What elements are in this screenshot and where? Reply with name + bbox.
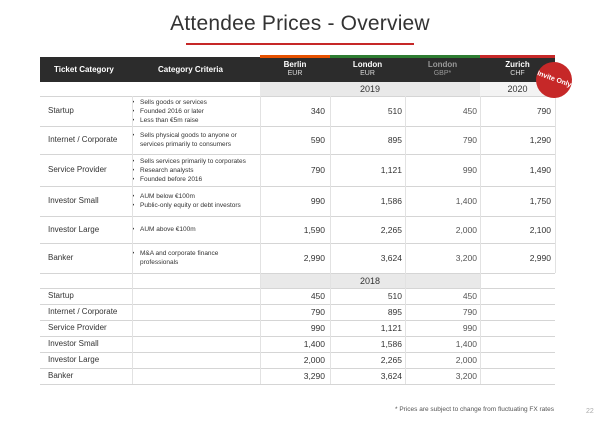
price-cell: 790 [536,106,551,116]
price-cell: 895 [387,135,402,145]
row-divider [40,186,555,187]
price-cell: 790 [462,135,477,145]
city-name: Zurich [505,60,530,69]
criteria-bullet: • M&A and corporate finance professionals [132,249,252,267]
price-cell: 3,200 [455,371,477,381]
price-cell: 450 [462,291,477,301]
column-divider [132,96,133,384]
header-ticket-category: Ticket Category [54,65,114,74]
column-divider [480,96,481,384]
year-label-2020: 2020 [480,82,555,96]
header-city [330,57,405,82]
price-cell: 510 [387,106,402,116]
header-city [405,57,480,82]
price-cell: 510 [387,291,402,301]
row-divider [40,126,555,127]
criteria-bullet: • Less than €5m raise [132,116,252,125]
criteria-bullet: • Public-only equity or debt investors [132,201,252,210]
price-cell: 450 [462,106,477,116]
city-color-bar [480,55,555,58]
price-cell: 3,200 [455,253,477,263]
city-currency: GBP* [433,70,452,77]
price-cell: 1,400 [455,339,477,349]
price-cell: 340 [310,106,325,116]
table-header [40,57,555,82]
price-cell: 2,265 [380,355,402,365]
criteria-bullet: • Research analysts [132,166,252,175]
criteria-bullet: • AUM below €100m [132,192,252,201]
city-name: Berlin [283,60,307,69]
price-cell: 990 [310,323,325,333]
price-cell: 1,400 [455,196,477,206]
row-divider [40,154,555,155]
price-cell: 790 [462,307,477,317]
ticket-category: Investor Large [48,355,100,364]
price-cell: 1,290 [529,135,551,145]
price-cell: 1,400 [303,339,325,349]
ticket-category: Startup [48,106,74,115]
row-divider [40,368,555,369]
row-divider [40,336,555,337]
category-criteria [132,192,252,210]
criteria-bullet: • Sells physical goods to anyone or services primarily to consumers [132,131,252,149]
price-cell: 2,990 [303,253,325,263]
city-color-bar [330,55,405,58]
price-cell: 3,290 [303,371,325,381]
year-label-2018: 2018 [260,274,480,288]
price-cell: 790 [310,307,325,317]
ticket-category: Investor Small [48,196,99,205]
criteria-bullet: • Founded 2016 or later [132,107,252,116]
city-currency: CHF [510,70,525,77]
price-cell: 1,490 [529,165,551,175]
price-cell: 1,121 [380,165,402,175]
row-divider [40,352,555,353]
price-cell: 2,265 [380,224,402,235]
category-criteria [132,249,252,267]
price-cell: 1,590 [303,224,325,235]
city-name: London [352,60,383,69]
city-color-bar [260,55,330,58]
header-category-criteria: Category Criteria [158,65,223,74]
price-cell: 1,586 [380,196,402,206]
row-divider [40,96,555,97]
price-cell: 2,990 [529,253,551,263]
price-cell: 2,000 [303,355,325,365]
price-cell: 990 [310,196,325,206]
title-underline [186,43,414,45]
price-cell: 990 [462,165,477,175]
column-divider [260,96,261,384]
ticket-category: Internet / Corporate [48,307,118,316]
price-cell: 450 [310,291,325,301]
ticket-category: Banker [48,253,74,262]
ticket-category: Internet / Corporate [48,135,118,144]
criteria-bullet: • Sells services primarily to corporates [132,157,252,166]
price-cell: 1,750 [529,196,551,206]
price-cell: 2,000 [455,355,477,365]
row-divider [40,320,555,321]
criteria-bullet: • Sells goods or services [132,98,252,107]
page-number: 22 [586,408,594,415]
city-currency: EUR [360,70,375,77]
price-cell: 1,121 [380,323,402,333]
row-divider [40,304,555,305]
ticket-category: Investor Small [48,339,99,348]
category-criteria [132,157,252,184]
ticket-category: Investor Large [48,224,100,234]
price-cell: 790 [310,165,325,175]
city-color-bar [405,55,480,58]
price-cell: 3,624 [380,371,402,381]
header-city [260,57,330,82]
row-divider [40,216,555,217]
ticket-category: Service Provider [48,323,107,332]
ticket-category: Banker [48,371,74,380]
column-divider [405,96,406,384]
year-label-2019: 2019 [260,82,480,96]
price-cell: 3,624 [380,253,402,263]
price-cell: 590 [310,135,325,145]
category-criteria [132,131,252,149]
ticket-category: Service Provider [48,165,107,174]
category-criteria [132,225,252,234]
criteria-bullet: • Founded before 2016 [132,175,252,184]
price-cell: 2,000 [455,224,477,235]
price-cell: 2,100 [529,224,551,235]
row-divider [40,384,555,385]
column-divider [555,96,556,273]
price-cell: 1,586 [380,339,402,349]
city-currency: EUR [287,70,303,77]
price-cell: 990 [462,323,477,333]
row-divider [40,243,555,244]
ticket-category: Startup [48,291,74,300]
row-divider [40,288,555,289]
price-cell: 895 [387,307,402,317]
invite-only-badge: Invite Only [531,57,577,103]
fx-footnote: * Prices are subject to change from fluctuating FX rates [395,406,554,413]
column-divider [330,96,331,384]
criteria-bullet: • AUM above €100m [132,225,252,234]
category-criteria [132,98,252,125]
page-title: Attendee Prices - Overview [170,12,430,35]
city-name: London [427,60,458,69]
